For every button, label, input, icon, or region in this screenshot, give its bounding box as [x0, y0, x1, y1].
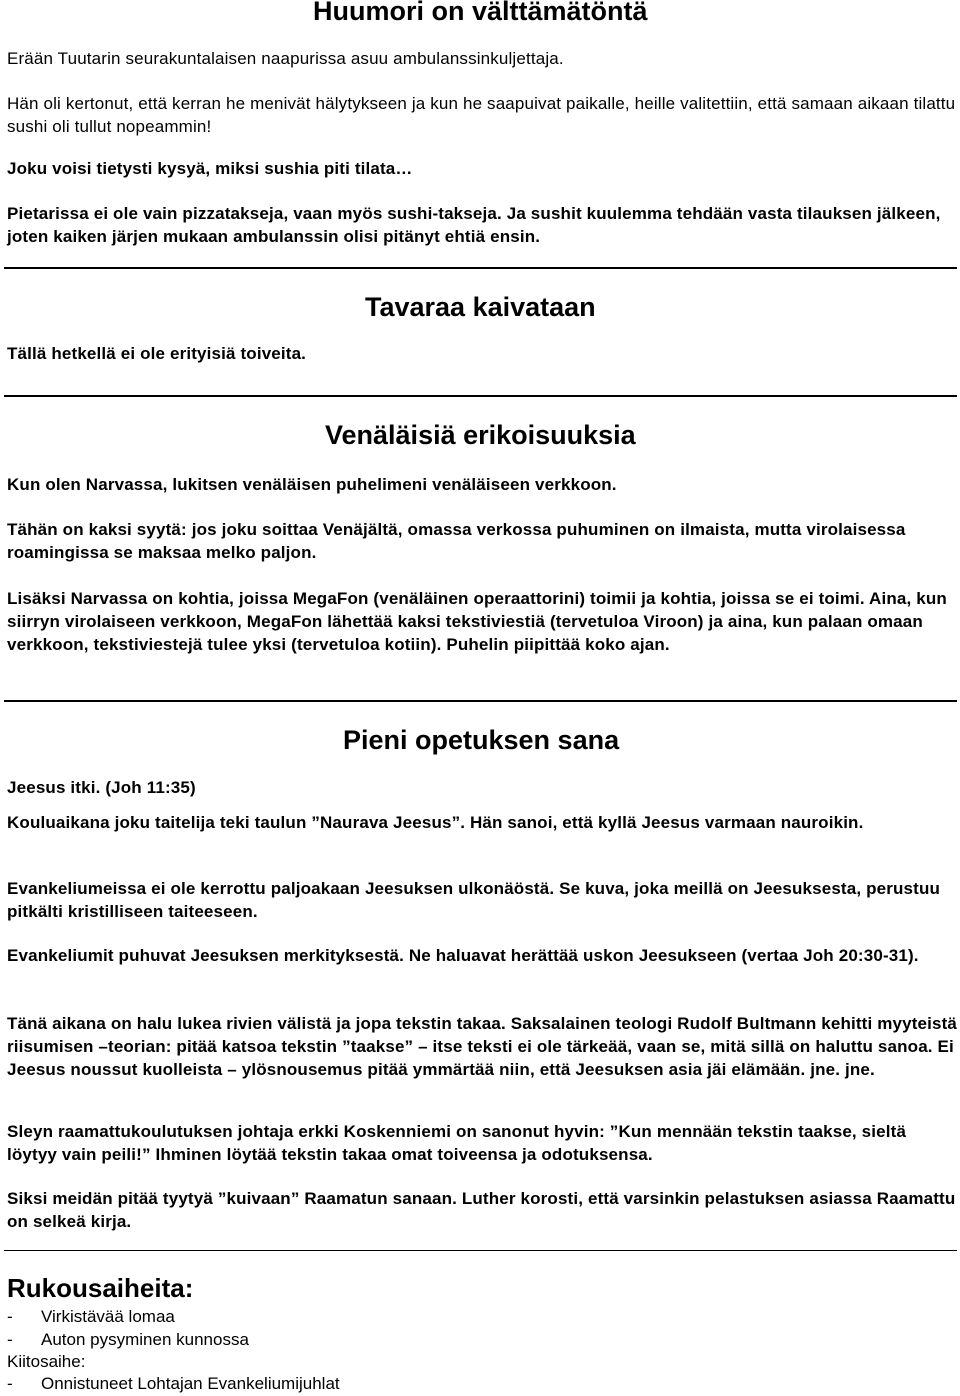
- humour-paragraph-4: Pietarissa ei ole vain pizzatakseja, vaan myös sushi-takseja. Ja sushit kuulemma tehdään vasta tilauksen jälkeen, joten kaiken järjen mukaan ambulanssin olisi pitänyt ehtiä ensin.: [7, 204, 941, 246]
- russian-paragraph-2: Tähän on kaksi syytä: jos joku soittaa Venäjältä, omassa verkossa puhuminen on ilmaista, mutta virolaisessa roamingissa se maksaa melko paljon.: [7, 520, 906, 562]
- teaching-verse: Jeesus itki. (Joh 11:35): [7, 778, 196, 797]
- section-divider: [4, 267, 957, 269]
- humour-paragraph-1: Erään Tuutarin seurakuntalaisen naapurissa asuu ambulanssinkuljettaja.: [7, 49, 564, 68]
- teaching-paragraph-2: Evankeliumeissa ei ole kerrottu paljoakaan Jeesuksen ulkonäöstä. Se kuva, joka meillä on Jeesuksesta, perustuu pitkälti kristilliseen taiteeseen.: [7, 879, 941, 921]
- teaching-paragraph-4: Tänä aikana on halu lukea rivien välistä ja jopa tekstin takaa. Saksalainen teologi Rudolf Bultmann kehitti myyteistä riisumisen –teorian: pitää katsoa tekstin ”taakse” – itse teksti ei ole tärkeää, vaan se, mitä sillä on haluttu sanoa. Ei Jeesus noussut kuolleista – ylösnousemus pitää ymmärtää niin, että Jeesuksen asia jäi elämään. jne. jne.: [7, 1014, 958, 1079]
- humour-paragraph-2: Hän oli kertonut, että kerran he menivät hälytykseen ja kun he saapuivat paikalle, heille valitettiin, että samaan aikaan tilattu sushi oli tullut nopeammin!: [7, 94, 956, 136]
- wanted-heading: Tavaraa kaivataan: [365, 292, 596, 322]
- humour-paragraph-3: Joku voisi tietysti kysyä, miksi sushia piti tilata…: [7, 159, 413, 178]
- humour-heading: Huumori on välttämätöntä: [313, 0, 648, 26]
- prayer-heading: Rukousaiheita:: [7, 1273, 194, 1303]
- thanks-item-label: Onnistuneet Lohtajan Evankeliumijuhlat: [41, 1374, 340, 1393]
- russian-paragraph-1: Kun olen Narvassa, lukitsen venäläisen puhelimeni venäläiseen verkkoon.: [7, 475, 617, 494]
- teaching-paragraph-3: Evankeliumit puhuvat Jeesuksen merkityksestä. Ne haluavat herättää uskon Jeesukseen (vertaa Joh 20:30-31).: [7, 946, 919, 965]
- teaching-paragraph-1: Kouluaikana joku taitelija teki taulun ”Naurava Jeesus”. Hän sanoi, että kyllä Jeesus varmaan nauroikin.: [7, 813, 864, 832]
- teaching-heading: Pieni opetuksen sana: [343, 725, 620, 755]
- dash-bullet: -: [7, 1374, 13, 1393]
- wanted-text: Tällä hetkellä ei ole erityisiä toiveita.: [7, 344, 307, 363]
- list-item: [7, 1306, 249, 1329]
- russian-heading: Venäläisiä erikoisuuksia: [325, 420, 636, 450]
- russian-paragraph-3: Lisäksi Narvassa on kohtia, joissa MegaFon (venäläinen operaattorini) toimii ja kohtia, joissa se ei toimi. Aina, kun siirryn virolaiseen verkkoon, MegaFon lähettää kaksi tekstiviestiä (tervetuloa Viroon) ja aina, kun palaan omaan verkkoon, tekstiviestejä tulee yksi (tervetuloa kotiin). Puhelin piipittää koko ajan.: [7, 589, 947, 654]
- prayer-item-label: Auton pysyminen kunnossa: [41, 1329, 249, 1349]
- list-item: [7, 1329, 249, 1352]
- prayer-item-label: Virkistävää lomaa: [41, 1307, 175, 1326]
- section-divider: [4, 1250, 957, 1251]
- list-item: [7, 1373, 340, 1396]
- dash-bullet: -: [7, 1307, 13, 1326]
- thanks-list: [7, 1373, 340, 1396]
- dash-bullet: -: [7, 1329, 13, 1349]
- prayer-list: [7, 1306, 249, 1351]
- thanks-heading: Kiitosaihe:: [7, 1352, 86, 1371]
- section-divider: [4, 700, 957, 702]
- teaching-paragraph-5: Sleyn raamattukoulutuksen johtaja erkki Koskenniemi on sanonut hyvin: ”Kun mennään tekstin taakse, sieltä löytyy vain peili!” Ihminen löytää tekstin takaa omat toiveensa ja odotuksensa.: [7, 1122, 907, 1164]
- section-divider: [4, 395, 957, 397]
- teaching-paragraph-6: Siksi meidän pitää tyytyä ”kuivaan” Raamatun sanaan. Luther korosti, että varsinkin pelastuksen asiassa Raamattu on selkeä kirja.: [7, 1189, 956, 1231]
